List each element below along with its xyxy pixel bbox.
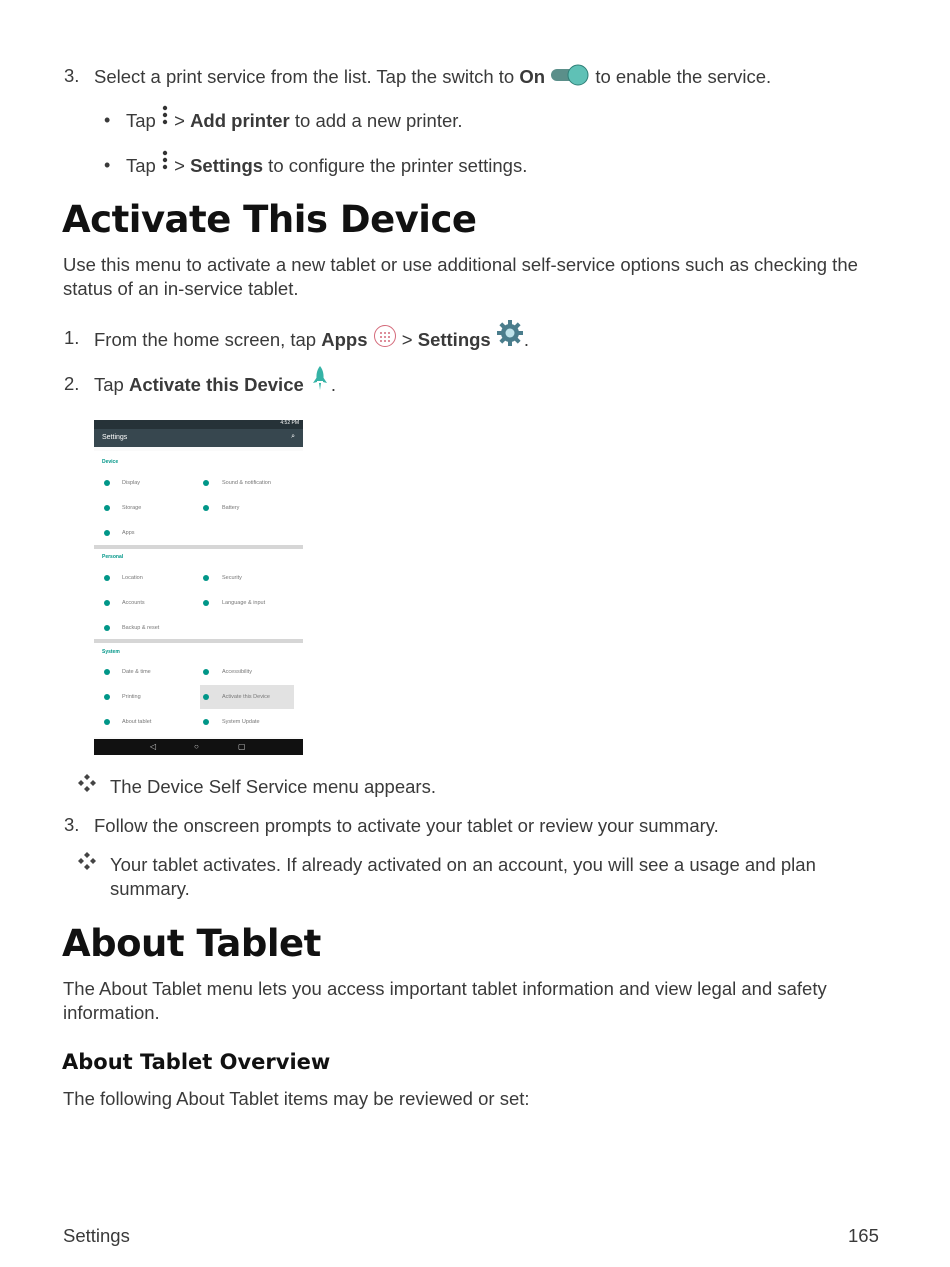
settings-item[interactable]: Backup & reset: [122, 625, 160, 631]
battery-icon: [203, 505, 209, 511]
bullet-dot: •: [104, 155, 111, 175]
recents-icon[interactable]: ▢: [238, 742, 246, 751]
settings-item[interactable]: Accounts: [122, 600, 145, 606]
bullet-text: to add a new printer.: [289, 110, 463, 131]
settings-item[interactable]: Apps: [122, 530, 135, 536]
section-label: System: [102, 649, 120, 655]
app-bar: [94, 429, 303, 447]
section-label: Personal: [102, 554, 124, 560]
step-text: Tap: [94, 374, 129, 395]
app-bar-title: Settings: [102, 434, 128, 441]
overflow-menu-icon: [161, 105, 169, 127]
step-text: .: [523, 328, 529, 350]
result-menu-appears: The Device Self Service menu appears.: [110, 776, 436, 797]
bullet-text: Tap: [126, 155, 161, 176]
location-icon: [104, 575, 110, 581]
settings-item[interactable]: Activate this Device: [222, 694, 270, 700]
settings-item[interactable]: Date & time: [122, 669, 151, 675]
settings-item[interactable]: About tablet: [122, 719, 152, 725]
storage-icon: [104, 505, 110, 511]
status-bar: [94, 420, 303, 429]
settings-item[interactable]: Accessibility: [222, 669, 252, 675]
diamond-bullet-icon: [78, 852, 96, 875]
toggle-switch-icon: [550, 64, 590, 86]
printer-icon: [104, 694, 110, 700]
result-activates: Your tablet activates. If already activated on an account, you will see a usage and plan summary.: [110, 854, 816, 899]
sub-bullet-add-printer: [126, 109, 463, 133]
step-number: 3.: [64, 814, 80, 835]
step-text: From the home screen, tap: [94, 328, 322, 350]
clock-icon: [104, 669, 110, 675]
account-icon: [104, 600, 110, 606]
settings-item[interactable]: Battery: [222, 505, 240, 511]
android-icon: [104, 530, 110, 536]
step-bold: Settings: [417, 328, 491, 350]
activate-intro: Use this menu to activate a new tablet or use additional self-service options such as checking the status of an in-service tablet.: [63, 254, 858, 299]
step-text: .: [330, 374, 337, 395]
section-label: Device: [102, 459, 119, 465]
footer-section: Settings: [63, 1225, 130, 1246]
settings-item[interactable]: Location: [122, 575, 143, 581]
diamond-bullet-icon: [78, 774, 96, 797]
bullet-text: >: [168, 155, 191, 176]
bullet-dot: •: [104, 110, 111, 130]
apps-icon: [373, 324, 397, 348]
step-number: 1.: [64, 327, 80, 348]
nav-bar: [94, 739, 303, 755]
step-text: Select a print service from the list. Tap the switch to: [94, 66, 520, 87]
bullet-text: Tap: [126, 110, 161, 131]
globe-icon: [203, 600, 209, 606]
settings-item[interactable]: Security: [222, 575, 242, 581]
settings-screenshot: [94, 420, 303, 755]
rocket-icon: [309, 365, 331, 391]
step-bold: On: [519, 66, 546, 87]
back-icon[interactable]: ◁: [150, 742, 157, 751]
step3-print-service: [94, 65, 771, 89]
bell-icon: [203, 480, 209, 486]
bullet-text: to configure the printer settings.: [263, 155, 528, 176]
gear-icon: [496, 319, 524, 347]
bullet-bold: Add printer: [190, 110, 290, 131]
step-text: to enable the service.: [590, 66, 772, 87]
status-time: 4:52 PM: [280, 420, 299, 426]
about-heading: About Tablet: [62, 922, 321, 965]
step-text: >: [396, 328, 418, 350]
about-subintro: The following About Tablet items may be reviewed or set:: [63, 1088, 530, 1109]
rocket-icon: [203, 694, 209, 700]
info-icon: [104, 719, 110, 725]
about-subheading: About Tablet Overview: [62, 1050, 331, 1074]
step-bold: Apps: [321, 328, 368, 350]
overflow-menu-icon: [161, 150, 169, 172]
sub-bullet-settings: [126, 154, 527, 178]
home-icon[interactable]: ○: [194, 742, 199, 751]
accessibility-icon: [203, 669, 209, 675]
lock-icon: [203, 575, 209, 581]
display-icon: [104, 480, 110, 486]
settings-item[interactable]: Storage: [122, 505, 142, 511]
step-bold: Activate this Device: [128, 374, 304, 395]
step-number: 3.: [64, 65, 80, 86]
settings-item[interactable]: System Update: [222, 719, 260, 725]
activate-step2: [94, 373, 336, 399]
settings-item[interactable]: Sound & notification: [222, 480, 271, 486]
backup-icon: [104, 625, 110, 631]
activate-step1: [94, 327, 529, 355]
step-number: 2.: [64, 373, 80, 394]
activate-heading: Activate This Device: [62, 198, 477, 241]
settings-item[interactable]: Printing: [122, 694, 141, 700]
settings-item[interactable]: Language & input: [222, 600, 266, 606]
bullet-text: >: [168, 110, 191, 131]
search-icon: ⌕: [291, 433, 295, 440]
about-intro: The About Tablet menu lets you access important tablet information and view legal and safety information.: [63, 978, 827, 1023]
activate-step3: Follow the onscreen prompts to activate your tablet or review your summary.: [94, 815, 719, 836]
page-number: 165: [848, 1225, 879, 1246]
settings-item[interactable]: Display: [122, 480, 141, 486]
bullet-bold: Settings: [190, 155, 264, 176]
update-icon: [203, 719, 209, 725]
